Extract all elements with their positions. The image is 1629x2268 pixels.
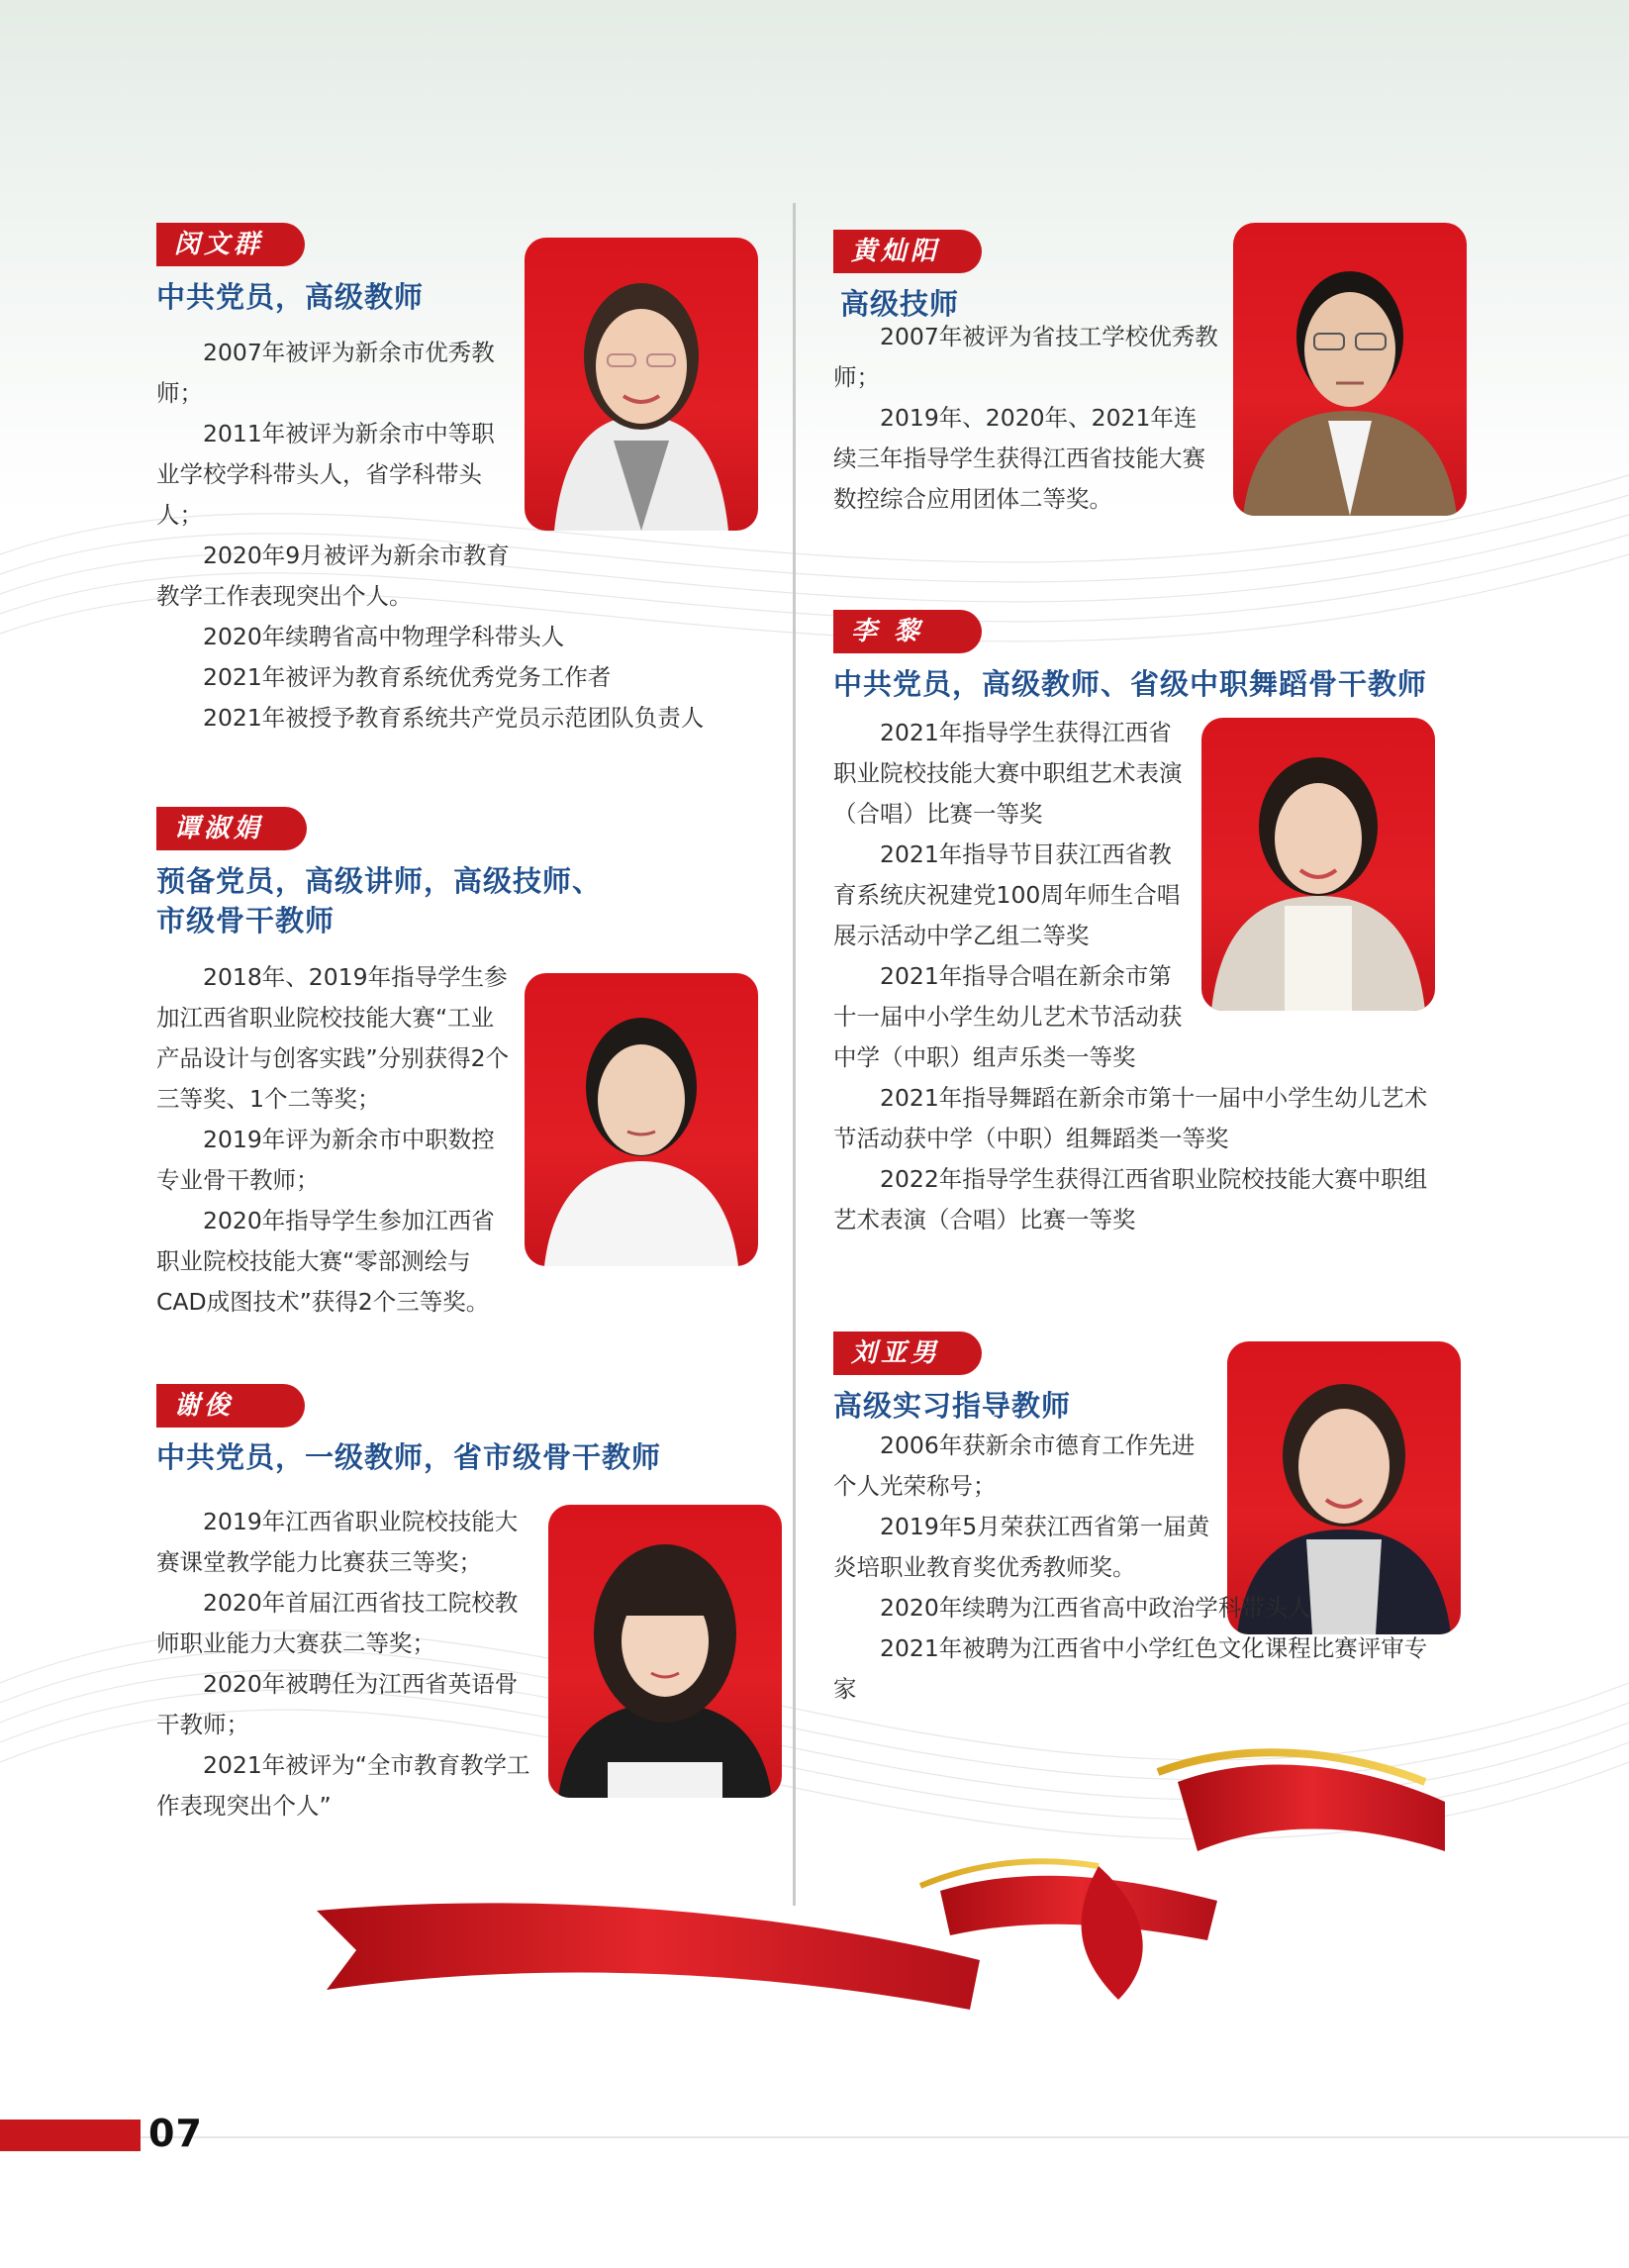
desc-line: 2019年江西省职业院校技能大赛课堂教学能力比赛获三等奖； — [156, 1508, 519, 1576]
profile-title: 中共党员，高级教师 — [156, 280, 425, 314]
profile-title: 中共党员，一级教师，省市级骨干教师 — [156, 1440, 662, 1474]
name-tag: 李 黎 — [833, 610, 982, 653]
profile-title: 预备党员，高级讲师，高级技师、市级骨干教师 — [156, 864, 603, 937]
portrait-illustration — [525, 973, 758, 1266]
column-divider — [793, 203, 796, 1906]
desc-line: 2021年指导舞蹈在新余市第十一届中小学生幼儿艺术节活动获中学（中职）组舞蹈类一等奖 — [833, 1084, 1428, 1152]
desc-line: 2021年指导节目获江西省教育系统庆祝建党100周年师生合唱展示活动中学乙组二等奖 — [833, 840, 1181, 949]
desc-line: 2020年续聘为江西省高中政治学科带头人 — [880, 1594, 1311, 1622]
desc-line: 2020年首届江西省技工院校教师职业能力大赛获二等奖； — [156, 1589, 519, 1657]
desc-line: 2019年评为新余市中职数控专业骨干教师； — [156, 1126, 495, 1194]
desc-line: 2020年被聘任为江西省英语骨干教师； — [156, 1670, 519, 1738]
profile-title: 高级技师 — [840, 287, 960, 321]
desc-line: 2011年被评为新余市中等职业学校学科带头人，省学科带头人； — [156, 420, 495, 529]
profile-description — [156, 957, 515, 1323]
desc-line: 2021年指导合唱在新余市第十一届中小学生幼儿艺术节活动获中学（中职）组声乐类一等奖 — [833, 962, 1183, 1071]
desc-line: 2022年指导学生获得江西省职业院校技能大赛中职组艺术表演（合唱）比赛一等奖 — [833, 1165, 1428, 1233]
portrait-illustration — [1233, 223, 1467, 516]
name-tag: 谢俊 — [156, 1384, 305, 1428]
portrait-illustration — [525, 238, 758, 531]
profile-title: 高级实习指导教师 — [833, 1389, 1072, 1423]
desc-line: 2019年、2020年、2021年连续三年指导学生获得江西省技能大赛数控综合应用团体二等奖。 — [833, 404, 1205, 513]
desc-line: 2018年、2019年指导学生参加江西省职业院校技能大赛“工业产品设计与创客实践”分别获得2个三等奖、1个二等奖； — [156, 963, 510, 1113]
portrait-photo — [525, 973, 758, 1266]
profile-description-continued — [156, 617, 750, 739]
desc-line: 2021年指导学生获得江西省职业院校技能大赛中职组艺术表演（合唱）比赛一等奖 — [833, 719, 1183, 828]
desc-line: 2021年被授予教育系统共产党员示范团队负责人 — [203, 704, 705, 732]
desc-line: 2019年5月荣获江西省第一届黄炎培职业教育奖优秀教师奖。 — [833, 1513, 1210, 1581]
footer-line — [141, 2136, 1629, 2138]
profile-description-continued — [833, 1588, 1447, 1710]
desc-line: 2007年被评为省技工学校优秀教师； — [833, 323, 1218, 391]
desc-line: 2007年被评为新余市优秀教师； — [156, 339, 495, 407]
profile-description — [833, 317, 1219, 520]
portrait-photo — [525, 238, 758, 531]
name-tag: 刘亚男 — [833, 1331, 982, 1375]
profile-title: 中共党员，高级教师、省级中职舞蹈骨干教师 — [833, 667, 1428, 701]
portrait-photo — [1201, 718, 1435, 1011]
profile-description — [833, 1426, 1217, 1588]
desc-line: 2020年指导学生参加江西省职业院校技能大赛“零部测绘与CAD成图技术”获得2个三等奖。 — [156, 1207, 495, 1316]
portrait-illustration — [1201, 718, 1435, 1011]
desc-line: 2021年被聘为江西省中小学红色文化课程比赛评审专家 — [833, 1634, 1428, 1703]
red-ribbon-decoration — [287, 1742, 1465, 2099]
desc-line: 2021年被评为“全市教育教学工作表现突出个人” — [156, 1751, 530, 1820]
name-tag: 谭淑娟 — [156, 807, 307, 850]
name-tag: 黄灿阳 — [833, 230, 982, 273]
profile-description — [156, 333, 515, 617]
desc-line: 2021年被评为教育系统优秀党务工作者 — [203, 663, 612, 691]
name-tag: 闵文群 — [156, 223, 305, 266]
desc-line: 2006年获新余市德育工作先进个人光荣称号； — [833, 1431, 1196, 1500]
page-number: 07 — [148, 2112, 203, 2155]
desc-line: 2020年9月被评为新余市教育教学工作表现突出个人。 — [156, 542, 510, 610]
portrait-photo — [1233, 223, 1467, 516]
profile-description-continued — [833, 1078, 1447, 1240]
footer-accent-bar — [0, 2120, 141, 2151]
desc-line: 2020年续聘省高中物理学科带头人 — [203, 623, 565, 650]
profile-description — [833, 713, 1194, 1078]
